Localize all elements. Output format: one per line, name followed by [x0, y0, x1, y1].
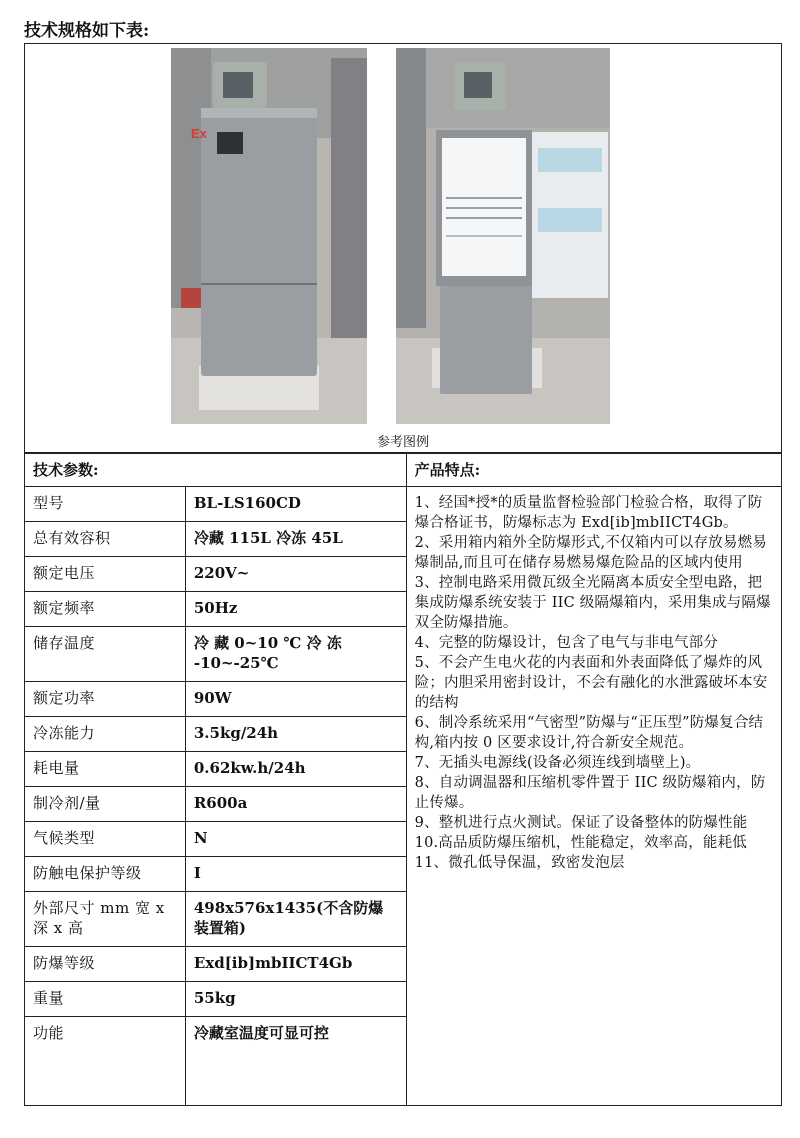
spec-label: 冷冻能力	[25, 717, 186, 752]
spec-value: 90W	[185, 682, 406, 717]
spec-label: 耗电量	[25, 752, 186, 787]
spec-label: 防触电保护等级	[25, 857, 186, 892]
fridge-open-photo	[396, 48, 610, 424]
spec-value: 498x576x1435(不含防爆装置箱)	[185, 892, 406, 947]
spec-row	[25, 487, 782, 522]
feature-item: 6、制冷系统采用“气密型”防爆与“正压型”防爆复合结构,箱内按 0 区要求设计,符合新安全规范。	[414, 715, 764, 751]
spec-value: Exd[ib]mbIICT4Gb	[185, 947, 406, 982]
ex-badge-text: Ex	[191, 126, 207, 141]
spec-value: BL-LS160CD	[185, 487, 406, 522]
spec-value: N	[185, 822, 406, 857]
feature-item: 11、微孔低导保温，致密发泡层	[414, 855, 625, 871]
spec-value: I	[185, 857, 406, 892]
page-heading: 技术规格如下表:	[24, 21, 150, 41]
spec-label: 防爆等级	[25, 947, 186, 982]
feature-item: 8、自动调温器和压缩机零件置于 IIC 级防爆箱内，防止传爆。	[414, 775, 766, 811]
spec-table	[24, 453, 782, 1106]
spec-value: 50Hz	[185, 592, 406, 627]
spec-label: 额定电压	[25, 557, 186, 592]
spec-label: 气候类型	[25, 822, 186, 857]
features-list	[406, 487, 781, 1106]
feature-item: 2、采用箱内箱外全防爆形式,不仅箱内可以存放易燃易爆制品,而且可在储存易燃易爆危险品的区域内使用	[414, 535, 767, 571]
feature-item: 1、经国*授*的质量监督检验部门检验合格，取得了防爆合格证书，防爆标志为 Exd[ib]mbIICT4Gb。	[414, 495, 763, 531]
spec-value: 冷藏 115L 冷冻 45L	[185, 522, 406, 557]
feature-item: 4、完整的防爆设计，包含了电气与非电气部分	[414, 635, 719, 651]
feature-item: 9、整机进行点火测试。保证了设备整体的防爆性能	[414, 815, 748, 831]
spec-value: 冷 藏 0~10 ℃ 冷 冻 -10~-25℃	[185, 627, 406, 682]
spec-label: 型号	[25, 487, 186, 522]
params-header: 技术参数:	[25, 454, 407, 487]
reference-images-panel	[24, 43, 782, 453]
feature-item: 7、无插头电源线(设备必须连线到墙壁上)。	[414, 755, 701, 771]
spec-label: 外部尺寸 mm 宽 x 深 x 高	[25, 892, 186, 947]
spec-label: 总有效容积	[25, 522, 186, 557]
spec-label: 额定频率	[25, 592, 186, 627]
feature-item: 10.高品质防爆压缩机，性能稳定，效率高，能耗低	[414, 835, 747, 851]
spec-value: R600a	[185, 787, 406, 822]
spec-label: 功能	[25, 1017, 186, 1106]
spec-label: 额定功率	[25, 682, 186, 717]
spec-label: 制冷剂/量	[25, 787, 186, 822]
spec-value: 冷藏室温度可显可控	[185, 1017, 406, 1106]
spec-value: 0.62kw.h/24h	[185, 752, 406, 787]
spec-label: 重量	[25, 982, 186, 1017]
feature-item: 3、控制电路采用微瓦级全光隔离本质安全型电路，把集成防爆系统安装于 IIC 级隔爆箱内，采用集成与隔爆双全防爆措施。	[414, 575, 771, 631]
image-caption: 参考图例	[376, 435, 429, 450]
table-header-row	[25, 454, 782, 487]
spec-value: 55kg	[185, 982, 406, 1017]
spec-value: 3.5kg/24h	[185, 717, 406, 752]
fridge-closed-photo	[171, 48, 367, 424]
feature-item: 5、不会产生电火花的内表面和外表面降低了爆炸的风险；内胆采用密封设计，不会有融化的水泄露破坏本安的结构	[414, 655, 768, 711]
features-header: 产品特点:	[406, 454, 781, 487]
spec-value: 220V~	[185, 557, 406, 592]
spec-label: 储存温度	[25, 627, 186, 682]
